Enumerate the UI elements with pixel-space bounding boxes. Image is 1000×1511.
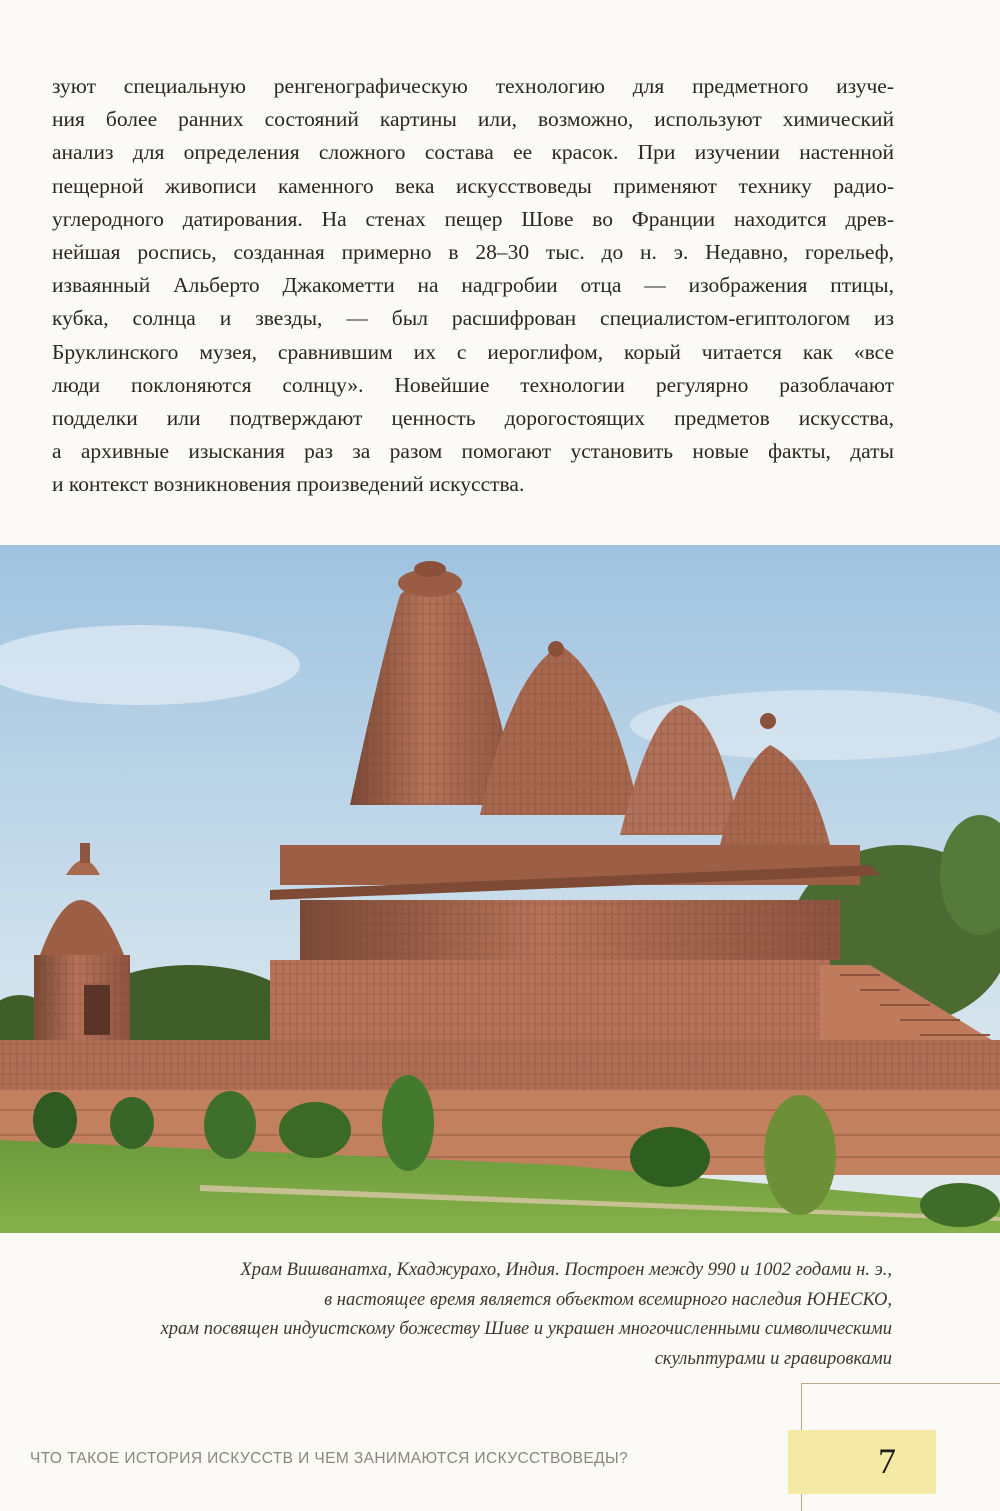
- caption-line: скульптурами и гравировками: [654, 1348, 892, 1369]
- body-line: а архивные изыскания раз за разом помогают установить новые факты, даты: [52, 439, 894, 464]
- body-line: Бруклинского музея, сравнившим их с иероглифом, корый читается как «все: [52, 339, 894, 364]
- body-line: и контекст возникновения произведений искусства.: [52, 472, 525, 497]
- page-number: 7: [878, 1441, 896, 1481]
- caption-line: храм посвящен индуистскому божеству Шиве и украшен многочисленными символическими: [160, 1319, 892, 1339]
- photo-caption: [92, 1256, 892, 1374]
- body-line: подделки или подтверждают ценность дорогостоящих предметов искусства,: [52, 405, 894, 430]
- temple-photo: [0, 545, 1000, 1233]
- body-line: пещерной живописи каменного века искусствоведы применяют технику радио-: [52, 173, 894, 198]
- running-title: ЧТО ТАКОЕ ИСТОРИЯ ИСКУССТВ И ЧЕМ ЗАНИМАЮТСЯ ИСКУССТВОВЕДЫ?: [30, 1450, 629, 1467]
- body-line: люди поклоняются солнцу». Новейшие технологии регулярно разоблачают: [52, 372, 894, 397]
- body-line: углеродного датирования. На стенах пещер Шове во Франции находится древ-: [52, 206, 894, 231]
- caption-line: в настоящее время является объектом всемирного наследия ЮНЕСКО,: [324, 1289, 892, 1310]
- body-line: кубка, солнца и звезды, — был расшифрован специалистом-египтологом из: [52, 306, 894, 331]
- body-line: изваянный Альберто Джакометти на надгробии отца — изображения птицы,: [52, 273, 894, 298]
- body-line: нейшая роспись, созданная примерно в 28–30 тыс. до н. э. Недавно, горельеф,: [52, 239, 894, 264]
- body-line: ния более ранних состояний картины или, возможно, используют химический: [52, 107, 894, 132]
- body-paragraph: [52, 70, 894, 501]
- caption-line: Храм Вишванатха, Кхаджурахо, Индия. Построен между 990 и 1002 годами н. э.,: [240, 1260, 892, 1280]
- body-line: анализ для определения сложного состава ее красок. При изучении настенной: [52, 140, 894, 165]
- body-line: зуют специальную ренгенографическую технологию для предметного изуче-: [52, 74, 894, 98]
